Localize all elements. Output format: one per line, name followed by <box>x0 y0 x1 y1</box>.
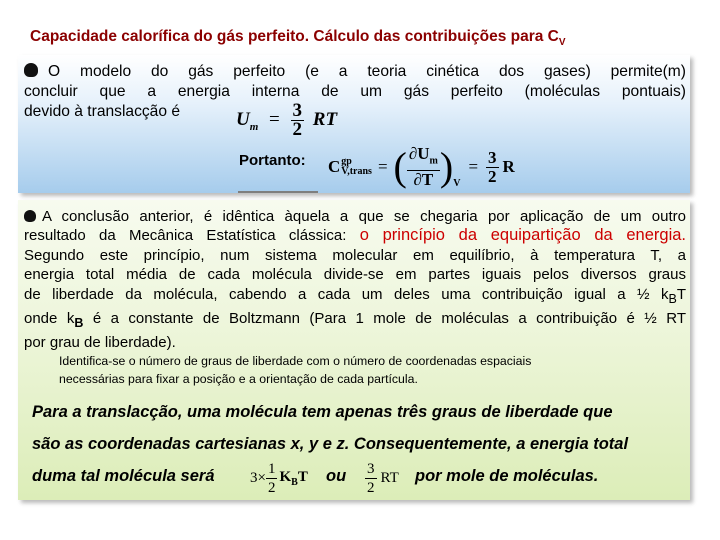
equipartition-paragraph <box>24 207 686 353</box>
skull-bullet-icon <box>24 63 38 77</box>
paragraph-line: O modelo do gás perfeito (e a teoria cinética dos gases) permite(m) <box>24 62 686 82</box>
paragraph-line: resultado da Mecânica Estatística clássica: o princípio da equipartição da energia. <box>24 226 687 245</box>
paragraph-line: Segundo este princípio, num sistema molecular em equilíbrio, à temperatura T, a <box>24 246 686 264</box>
equipartition-highlight: o princípio da equipartição da energia. <box>359 226 687 245</box>
mole-energy-equation: $\frac{3}{2}$ RT <box>367 461 399 496</box>
fraction: $\frac{3}{2}$ <box>488 147 497 186</box>
slide-title: Capacidade calorífica do gás perfeito. Cálculo das contribuições para $C_V$ <box>30 28 566 49</box>
translation-text-line: duma tal molécula será <box>32 467 215 485</box>
paragraph-line: por grau de liberdade). <box>24 334 176 352</box>
skull-bullet-icon <box>24 210 36 222</box>
per-mole-text: por mole de moléculas. <box>415 467 599 485</box>
fraction: $\frac{3}{2}$ <box>367 461 375 496</box>
paragraph-line: energia total média de cada molécula divide-se em partes iguais pelos diversos graus <box>24 266 686 284</box>
paragraph-line: onde $k_B$ é a constante de Boltzmann (Para 1 mole de moléculas a contribuição é ½ RT <box>24 310 686 331</box>
translation-text-line: Para a translacção, uma molécula tem apenas três graus de liberdade que <box>32 403 613 421</box>
partial-derivative: $\frac{\partial U_m}{\partial T}$ <box>408 144 438 190</box>
paragraph-line: de liberdade da molécula, cabendo a cada um deles uma contribuição igual a ½ $k_BT$ <box>24 285 686 306</box>
degrees-of-freedom-note: Identifica-se o número de graus de liberdade com o número de coordenadas espaciais necessárias para fixar a posição e a orientação de cada partícula. <box>59 354 532 386</box>
ideal-gas-paragraph <box>24 62 686 122</box>
paragraph-line: A conclusão anterior, é idêntica àquela a que se chegaria por aplicação de um outro <box>24 207 686 226</box>
internal-energy-equation: $U_m$ = $\frac{3}{2}$ RT <box>236 100 338 140</box>
translation-text-line: são as coordenadas cartesianas x, y e z. Consequentemente, a energia total <box>32 435 629 453</box>
heat-capacity-equation: C gp V,trans = ( $\frac{\partial U_m}{\partial T}$ ) $_V$ = $\frac{3}{2}$ R <box>328 144 515 190</box>
divider <box>238 191 318 193</box>
paragraph-line: concluir que a energia interna de um gás perfeito (moléculas pontuais) <box>24 83 686 100</box>
ou-text: ou <box>326 467 347 485</box>
portanto-label: Portanto: <box>239 152 306 169</box>
fraction: $\frac{3}{2}$ <box>292 100 303 140</box>
fraction: $\frac{1}{2}$ <box>267 461 276 496</box>
molecule-energy-equation: 3× $\frac{1}{2}$ $K_BT$ <box>250 461 308 496</box>
paragraph-line: devido à translacção é <box>24 103 181 120</box>
